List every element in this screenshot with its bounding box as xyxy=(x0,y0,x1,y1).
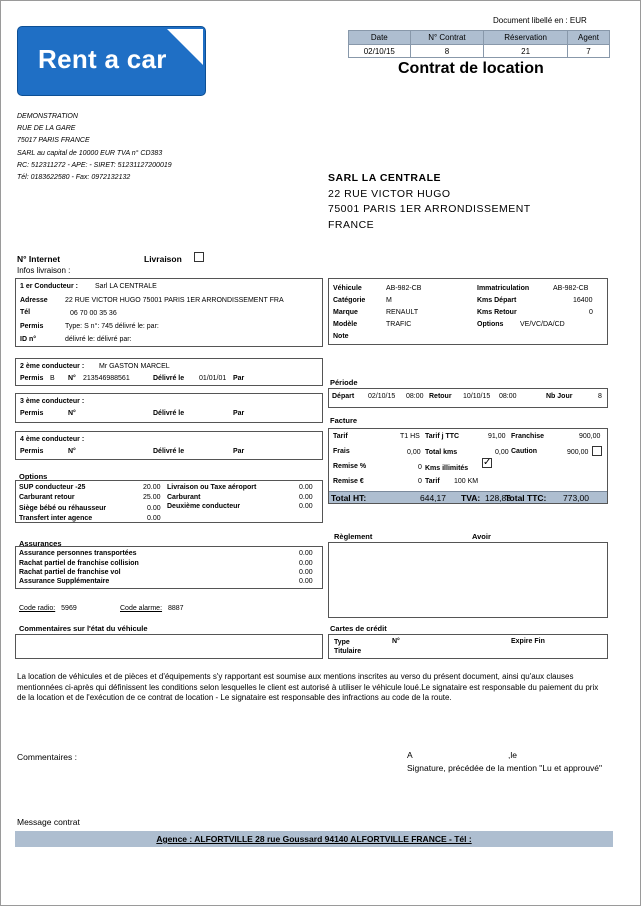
discount-eur-value: 0 xyxy=(418,478,422,485)
deposit-label: Caution xyxy=(511,448,538,455)
driver2-title: 2 ème conducteur : xyxy=(20,363,85,370)
km-in-value: 0 xyxy=(589,309,593,316)
col-reservation: Réservation xyxy=(484,31,568,45)
card-type-label: Type xyxy=(334,639,350,646)
driver3-title: 3 ème conducteur : xyxy=(20,398,85,405)
company-line: Tél: 0183622580 - Fax: 0972132132 xyxy=(17,174,131,182)
options-label: Options xyxy=(477,321,504,328)
driver4-issued-label: Délivré le xyxy=(153,448,185,455)
company-line: DEMONSTRATION xyxy=(17,113,78,120)
agency-footer xyxy=(15,831,613,847)
insurance-value: 0.00 xyxy=(299,560,313,567)
option-value: 0.00 xyxy=(147,505,161,512)
agency-text: Agence : ALFORTVILLE 28 rue Goussard 94140 ALFORTVILLE FRANCE - Tél : xyxy=(156,834,472,844)
insurance-value: 0.00 xyxy=(299,569,313,576)
internet-label: N° Internet xyxy=(17,254,61,264)
fees-value: 0,00 xyxy=(407,449,421,456)
credit-cards-box xyxy=(328,634,608,659)
discount-pct-label: Remise % xyxy=(333,463,367,470)
franchise-value: 900,00 xyxy=(579,433,601,440)
total-ht-value: 644,17 xyxy=(420,493,446,503)
insurance-item: Assurance personnes transportées xyxy=(19,550,137,557)
company-line: 75017 PARIS FRANCE xyxy=(17,137,90,145)
km-out-value: 16400 xyxy=(573,297,593,304)
delivery-label: Livraison xyxy=(144,254,182,264)
client-city: 75001 PARIS 1ER ARRONDISSEMENT xyxy=(328,203,531,215)
driver2-name: Mr GASTON MARCEL xyxy=(99,363,170,370)
brand-label: Marque xyxy=(333,309,358,316)
val-reservation: 21 xyxy=(484,45,568,58)
model-value: TRAFIC xyxy=(386,321,412,328)
payment-credit-label: Avoir xyxy=(472,532,491,541)
card-no-label: N° xyxy=(392,638,400,645)
insurance-value: 0.00 xyxy=(299,550,313,557)
insurance-title: Assurances xyxy=(19,539,62,548)
discount-eur-label: Remise € xyxy=(333,478,364,485)
driver3-issued-label: Délivré le xyxy=(153,410,185,417)
val-date: 02/10/15 xyxy=(349,45,411,58)
driver4-title: 4 ème conducteur : xyxy=(20,436,85,443)
message-contract-label: Message contrat xyxy=(17,817,80,827)
val-contract: 8 xyxy=(410,45,484,58)
signature-date-label: ,le xyxy=(508,750,517,760)
driver1-tel-label: Tél xyxy=(20,309,31,316)
driver3-by-label: Par xyxy=(233,410,245,417)
radio-code-label: Code radio: xyxy=(19,605,56,612)
option-item: Livraison ou Taxe aéroport xyxy=(167,484,257,491)
model-label: Modèle xyxy=(333,321,358,328)
tarif2-label: Tarif xyxy=(425,478,440,485)
card-expiry-label: Expire Fin xyxy=(511,638,545,645)
driver2-permit-type: B xyxy=(50,375,55,382)
vehicle-label: Véhicule xyxy=(333,285,362,292)
option-item: Transfert inter agence xyxy=(19,515,93,522)
plate-label: Immatriculation xyxy=(477,285,530,292)
tarif-value: T1 HS xyxy=(400,433,420,440)
insurance-item: Rachat partiel de franchise vol xyxy=(19,569,121,576)
driver1-address-label: Adresse xyxy=(20,297,48,304)
period-start-label: Départ xyxy=(332,393,355,400)
logo-text: Rent a car xyxy=(38,44,167,74)
insurance-item: Assurance Supplémentaire xyxy=(19,578,110,585)
driver4-by-label: Par xyxy=(233,448,245,455)
total-km-label: Total kms xyxy=(425,449,458,456)
client-street: 22 RUE VICTOR HUGO xyxy=(328,187,451,200)
period-end-time: 08:00 xyxy=(499,393,517,400)
unlimited-km-label: Kms illimités xyxy=(425,465,469,472)
option-item: Siège bébé ou réhausseur xyxy=(19,505,107,512)
plate-value: AB-982-CB xyxy=(553,285,589,292)
alarm-code-value: 8887 xyxy=(167,605,184,612)
val-agent: 7 xyxy=(568,45,610,58)
company-line: SARL au capital de 10000 EUR TVA n° CD383 xyxy=(17,149,163,157)
option-value: 0.00 xyxy=(147,515,161,522)
unlimited-km-checkbox[interactable] xyxy=(482,458,492,468)
discount-pct-value: 0 xyxy=(418,464,422,471)
driver1-tel: 06 70 00 35 36 xyxy=(70,310,117,317)
tva-label: TVA: xyxy=(461,493,481,503)
options-title: Options xyxy=(19,472,48,481)
driver1-permit-text: Type: S n°: 745 délivré le: par: xyxy=(65,323,159,330)
period-days-value: 8 xyxy=(598,393,602,400)
note-label: Note xyxy=(333,333,349,340)
brand-value: RENAULT xyxy=(386,309,419,316)
option-value: 0.00 xyxy=(299,503,313,510)
options-value: VE/VC/DA/CD xyxy=(520,321,565,328)
radio-code xyxy=(19,605,77,612)
invoice-title: Facture xyxy=(330,416,358,425)
driver1-id-label: ID n° xyxy=(20,336,37,343)
insurance-value: 0.00 xyxy=(299,578,313,585)
period-days-label: Nb Jour xyxy=(546,393,573,400)
driver2-issued-value: 01/01/01 xyxy=(199,375,227,382)
category-value: M xyxy=(386,297,392,304)
period-end-label: Retour xyxy=(429,393,452,400)
deposit-value: 900,00 xyxy=(567,449,589,456)
driver2-by-label: Par xyxy=(233,375,245,382)
insurance-item: Rachat partiel de franchise collision xyxy=(19,560,139,567)
tarif2-value: 100 KM xyxy=(454,478,479,485)
signature-instruction: Signature, précédée de la mention "Lu et approuvé" xyxy=(407,763,603,773)
vehicle-comments-title: Commentaires sur l'état du véhicule xyxy=(19,624,148,633)
driver1-name: Sarl LA CENTRALE xyxy=(95,283,157,290)
deposit-checkbox[interactable] xyxy=(592,446,602,456)
company-line: RUE DE LA GARE xyxy=(17,125,76,133)
driver2-no-value: 213546988561 xyxy=(83,375,130,382)
period-start-date: 02/10/15 xyxy=(368,393,396,400)
payment-box xyxy=(328,542,608,618)
col-agent: Agent xyxy=(568,31,610,45)
col-contract: N° Contrat xyxy=(410,31,484,45)
driver2-permit-label: Permis xyxy=(20,375,44,382)
delivery-info-label: Infos livraison : xyxy=(17,266,71,275)
period-start-time: 08:00 xyxy=(406,393,424,400)
currency-label: Document libellé en : EUR xyxy=(493,16,587,25)
tarif-ttc-value: 91,00 xyxy=(488,433,506,440)
tva-value: 128,83 xyxy=(485,493,511,503)
credit-cards-title: Cartes de crédit xyxy=(330,624,387,633)
document-title: Contrat de location xyxy=(398,60,544,77)
total-ttc-label: Total TTC: xyxy=(505,493,547,503)
client-name: SARL LA CENTRALE xyxy=(328,172,441,184)
contract-header-table xyxy=(348,30,610,58)
driver2-no-label: N° xyxy=(68,375,76,382)
franchise-label: Franchise xyxy=(511,433,545,440)
vehicle-value: AB-982-CB xyxy=(386,285,422,292)
driver2-issued-label: Délivré le xyxy=(153,375,185,382)
tarif-ttc-label: Tarif j TTC xyxy=(425,433,460,440)
option-value: 25.00 xyxy=(143,494,161,501)
radio-code-value: 5969 xyxy=(61,605,77,612)
option-item: Deuxième conducteur xyxy=(167,503,241,510)
driver3-no-label: N° xyxy=(68,410,76,417)
logo-corner-icon xyxy=(167,29,203,65)
alarm-code-label: Code alarme: xyxy=(120,605,163,612)
option-item: Carburant xyxy=(167,494,201,501)
option-item: SUP conducteur -25 xyxy=(19,484,86,491)
total-km-value: 0,00 xyxy=(495,449,509,456)
company-line: RC: 512311272 - APE: - SIRET: 51231127200019 xyxy=(17,161,172,169)
fees-label: Frais xyxy=(333,448,350,455)
km-in-label: Kms Retour xyxy=(477,309,517,316)
alarm-code xyxy=(120,605,184,612)
period-title: Période xyxy=(330,378,358,387)
driver1-id-text: délivré le: délivré par: xyxy=(65,336,132,343)
client-address xyxy=(328,171,531,233)
company-logo xyxy=(17,26,206,96)
comments-label: Commentaires : xyxy=(17,752,77,762)
client-country: FRANCE xyxy=(328,218,375,231)
tarif-label: Tarif xyxy=(333,433,348,440)
driver4-permit-label: Permis xyxy=(20,448,44,455)
driver3-permit-label: Permis xyxy=(20,410,44,417)
category-label: Catégorie xyxy=(333,297,366,304)
option-value: 0.00 xyxy=(299,484,313,491)
total-ttc-value: 773,00 xyxy=(563,493,589,503)
card-holder-label: Titulaire xyxy=(334,648,362,655)
period-end-date: 10/10/15 xyxy=(463,393,491,400)
legal-terms: La location de véhicules et de pièces et d'équipements s'y rapportant est soumise aux mentions inscrites au verso du présent document, ainsi qu'aux clauses mentionnées ci-après qui définissent les conditions selon lesquelles le client est autorisé à utiliser le véhicule loué.Le signataire est responsable du paiement du prix de la location et de l'exécution de ce contrat de location - Le signataire est responsable des infractions au code de la route. xyxy=(17,672,599,702)
payment-title: Règlement xyxy=(334,532,373,541)
driver1-permit-label: Permis xyxy=(20,323,44,330)
option-item: Carburant retour xyxy=(19,494,75,501)
option-value: 0.00 xyxy=(299,494,313,501)
total-ht-label: Total HT: xyxy=(331,493,367,503)
driver1-title: 1 er Conducteur : xyxy=(20,283,78,290)
km-out-label: Kms Départ xyxy=(477,297,517,304)
driver1-address: 22 RUE VICTOR HUGO 75001 PARIS 1ER ARRONDISSEMENT FRA xyxy=(65,297,284,304)
driver4-no-label: N° xyxy=(68,448,76,455)
signature-place-label: A xyxy=(407,750,413,760)
totals-bar xyxy=(329,491,607,503)
company-info xyxy=(17,111,172,184)
option-value: 20.00 xyxy=(143,484,161,491)
delivery-checkbox[interactable] xyxy=(194,252,204,262)
col-date: Date xyxy=(349,31,411,45)
vehicle-comments-box[interactable] xyxy=(15,634,323,659)
